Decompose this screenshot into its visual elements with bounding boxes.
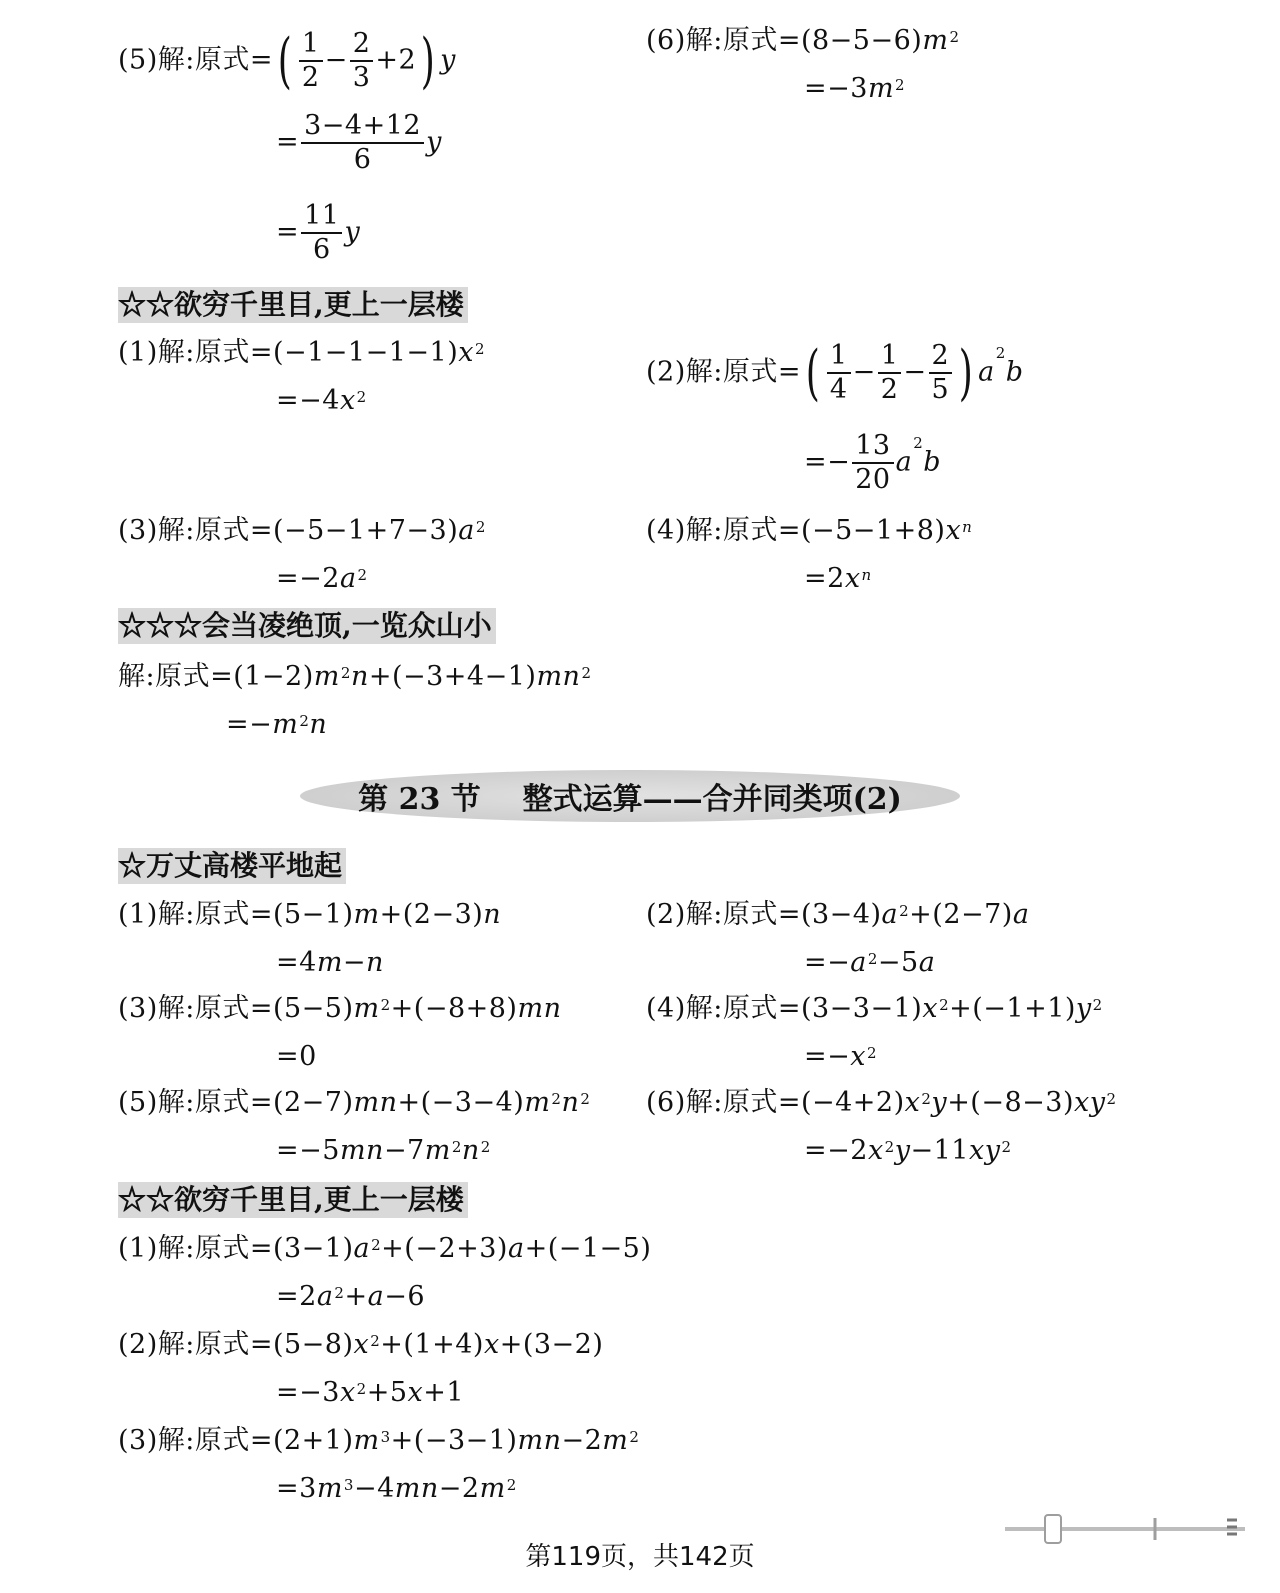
l2a-q2-line1: (2)解:原式=( $\frac{1}{4}$ − $\frac{1}{2}$ − $\frac{2}{5}$ ) $a^2b$: [646, 338, 1024, 408]
text: =3: [276, 1473, 317, 1504]
text: (6)解:原式=(−4+2): [646, 1087, 905, 1118]
text: +(3−2): [499, 1329, 604, 1360]
text: =−2: [276, 563, 340, 594]
page-counter: 第119页，共142页: [525, 1542, 755, 1572]
level2-header: ☆☆欲穷千里目,更上一层楼: [118, 287, 468, 323]
l2a-q4-line1: (4)解:原式$=(-5-1+8)x^n$: [646, 515, 973, 546]
text: (3)解:原式=(2+1): [118, 1425, 354, 1456]
l1-q2-line2: $=-a^2-5a$: [804, 947, 936, 978]
text: +(2−3): [379, 899, 484, 930]
l1-q4-line2: $=-x^2$: [804, 1041, 878, 1072]
text: (2)解:原式=(3−4): [646, 899, 882, 930]
text: =−: [804, 947, 851, 978]
text: =−: [226, 709, 273, 740]
frac-den: 6: [312, 234, 331, 265]
level3-header: ☆☆☆会当凌绝顶,一览众山小: [118, 608, 496, 644]
l2a-q1-line2: $=-4x^2$: [276, 385, 367, 416]
l3-line1: 解:原式$=(1-2)m^2n+(-3+4-1)mn^2$: [118, 661, 592, 692]
l2a-q2-line2: =− $\frac{13}{20}$ $a^2b$: [804, 430, 942, 495]
l1-q4-line1: (4)解:原式$=(3-3-1)x^2+(-1+1)y^2$: [646, 993, 1103, 1024]
text: +(−3−1): [390, 1425, 518, 1456]
l2b-q2-line2: $=-3x^2+5x+1$: [276, 1377, 465, 1408]
fraction: [852, 430, 893, 496]
l2a-q3-line2: $=-2a^2$: [276, 563, 368, 594]
l2b-q3-line2: $=3m^3-4mn-2m^2$: [276, 1473, 517, 1504]
text: (1)解:原式=(−1−1−1−1): [118, 337, 459, 368]
text: =−4: [276, 385, 340, 416]
text: (3)解:原式=(5−5): [118, 993, 354, 1024]
l2a-q1-line1: (1)解:原式$=(-1-1-1-1)x^2$: [118, 337, 486, 368]
l1-q3-line1: (3)解:原式$=(5-5)m^2+(-8+8)mn$: [118, 993, 562, 1024]
paren-left: (: [805, 338, 821, 408]
text: (4)解:原式=(−5−1+8): [646, 515, 946, 546]
text: +(−1−5): [524, 1233, 652, 1264]
prev-q5-line1: (5)解:原式=( $\frac{1}{2}$ − $\frac{2}{3}$ +2) y: [118, 26, 456, 96]
frac-num: 2: [350, 28, 374, 62]
l2b-q1-line1: (1)解:原式$=(3-1)a^2+(-2+3)a+(-1-5)$: [118, 1233, 652, 1264]
q-label: (5)解:原式=: [118, 44, 273, 76]
text: =2: [276, 1281, 317, 1312]
text: +(2−7): [909, 899, 1013, 930]
text: (3)解:原式=(−5−1+7−3): [118, 515, 459, 546]
text: (6)解:原式=(8−5−6): [646, 25, 923, 56]
text: +(−3−4): [397, 1087, 525, 1118]
text: (2)解:原式=(5−8): [118, 1329, 354, 1360]
l1-q5-line2: $=-5mn-7m^2n^2$: [276, 1135, 491, 1166]
text: (1)解:原式=(3−1): [118, 1233, 354, 1264]
menu-icon[interactable]: [1227, 1520, 1237, 1534]
text: =0: [276, 1041, 317, 1072]
level2-header: ☆☆欲穷千里目,更上一层楼: [118, 1182, 468, 1218]
level1-header: ☆万丈高楼平地起: [118, 848, 346, 884]
section-title: 第 23 节 整式运算——合并同类项(2): [358, 782, 902, 817]
paren-right: ): [420, 26, 436, 96]
l1-q5-line1: (5)解:原式$=(2-7)mn+(-3-4)m^2n^2$: [118, 1087, 591, 1118]
frac-num: 1: [878, 340, 902, 374]
l2a-q4-line2: $=2x^n$: [804, 563, 872, 594]
l2b-q2-line1: (2)解:原式$=(5-8)x^2+(1+4)x+(3-2)$: [118, 1329, 604, 1360]
text: (1)解:原式=(5−1): [118, 899, 354, 930]
prev-q6-line2: $=-3m^2$: [804, 73, 906, 104]
section-banner: [300, 770, 960, 822]
fraction: [350, 28, 374, 94]
text: +(−1+1): [949, 993, 1076, 1024]
paren-left: (: [277, 26, 293, 96]
frac-num: 3−4+12: [301, 110, 424, 144]
text: =−3: [276, 1377, 340, 1408]
text: +(−2+3): [381, 1233, 508, 1264]
l2b-q3-line1: (3)解:原式$=(2+1)m^3+(-3-1)mn-2m^2$: [118, 1425, 640, 1456]
text: (4)解:原式=(3−3−1): [646, 993, 923, 1024]
text: =−: [804, 1041, 851, 1072]
frac-num: 11: [301, 200, 342, 234]
text: =2: [804, 563, 845, 594]
frac-den: 6: [353, 144, 372, 175]
fraction: [301, 200, 342, 266]
frac-den: 3: [352, 62, 371, 93]
text: =4: [276, 947, 317, 978]
text: 解:原式=(1−2): [118, 661, 314, 692]
l1-q3-line2: [276, 1040, 317, 1074]
frac-den: 5: [931, 374, 950, 405]
frac-num: 2: [929, 340, 953, 374]
frac-num: 1: [299, 28, 323, 62]
frac-den: 4: [829, 374, 848, 405]
l1-q1-line2: =4m−n: [276, 947, 384, 978]
frac-den: 2: [880, 374, 899, 405]
term: +2: [375, 44, 417, 76]
frac-den: 20: [855, 464, 891, 495]
l2b-q1-line2: $=2a^2+a-6$: [276, 1281, 426, 1312]
l1-q1-line1: (1)解:原式=(5−1)m+(2−3)n: [118, 899, 502, 930]
frac-num: 1: [827, 340, 851, 374]
prev-q6-line1: (6)解:原式$=(8-5-6)m^2$: [646, 25, 960, 56]
q-label: (2)解:原式=: [646, 356, 801, 388]
frac-num: 13: [852, 430, 893, 464]
fraction: [929, 340, 953, 406]
l2a-q3-line1: (3)解:原式$=(-5-1+7-3)a^2$: [118, 515, 486, 546]
text: =−2: [804, 1135, 868, 1166]
l1-q6-line1: (6)解:原式$=(-4+2)x^2y+(-8-3)xy^2$: [646, 1087, 1117, 1118]
l3-line2: $=-m^2n$: [226, 709, 328, 740]
text: =−5: [276, 1135, 340, 1166]
text: (5)解:原式=(2−7): [118, 1087, 354, 1118]
fraction: [827, 340, 851, 406]
text: +(1+4): [380, 1329, 484, 1360]
l1-q2-line1: (2)解:原式$=(3-4)a^2+(2-7)a$: [646, 899, 1030, 930]
text: +(−8+8): [390, 993, 518, 1024]
text: +(−8−3): [947, 1087, 1074, 1118]
fraction: [878, 340, 902, 406]
fraction: [301, 110, 424, 176]
frac-den: 2: [301, 62, 320, 93]
var: y: [440, 44, 456, 76]
prev-q5-line3: = $\frac{11}{6}$ y: [276, 200, 361, 265]
paren-right: ): [958, 338, 974, 408]
text: +(−3+4−1): [368, 661, 537, 692]
prev-q5-line2: = $\frac{3-4+12}{6}$ y: [276, 110, 442, 175]
fraction: [299, 28, 323, 94]
l1-q6-line2: $=-2x^2y-11xy^2$: [804, 1135, 1012, 1166]
text: =−3: [804, 73, 868, 104]
